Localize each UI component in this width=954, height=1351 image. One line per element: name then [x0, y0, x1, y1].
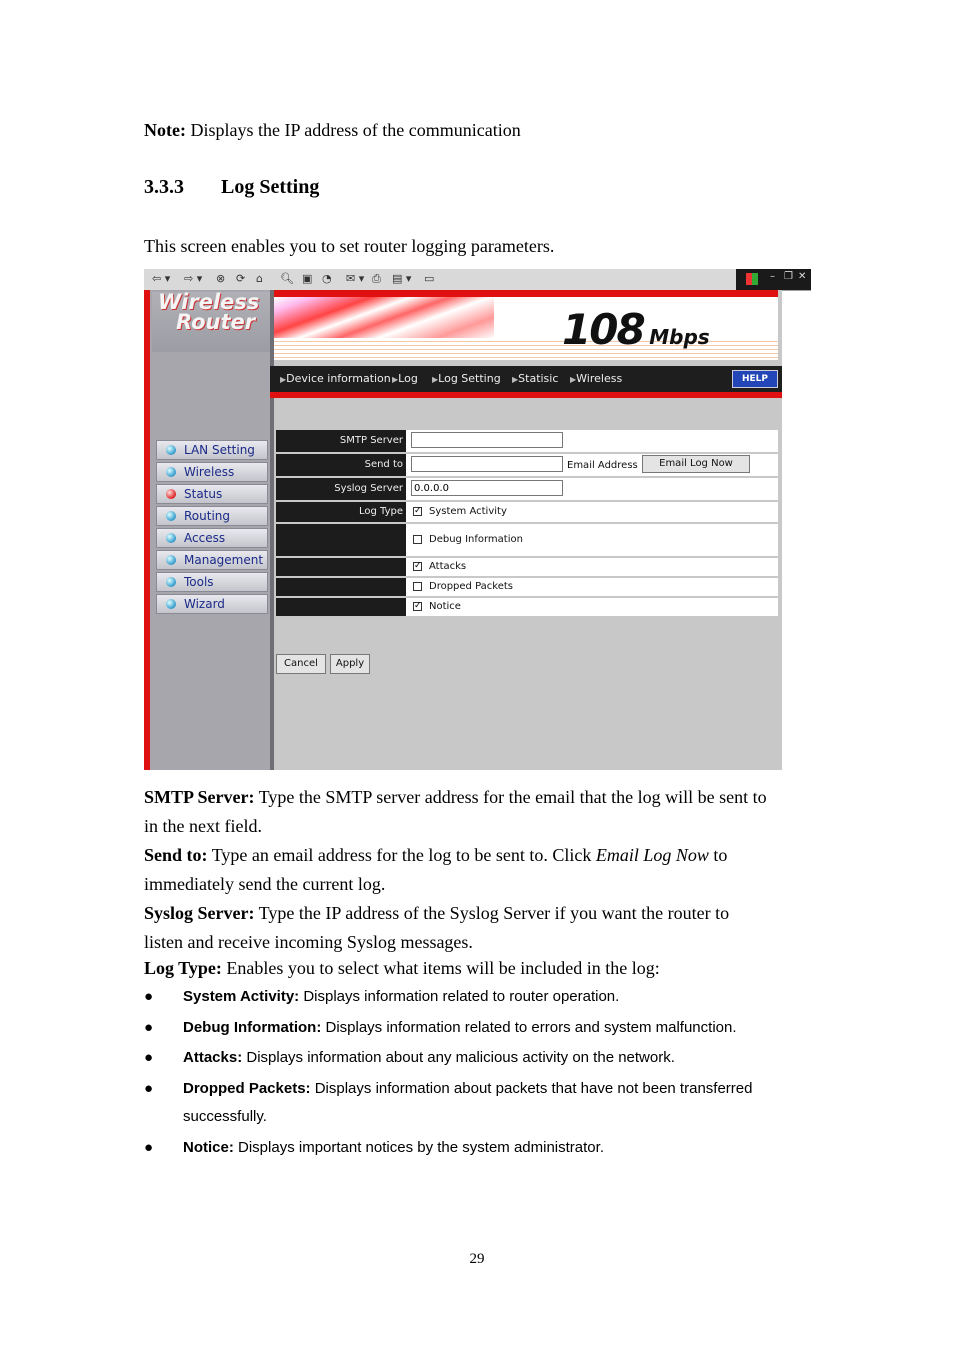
page-number: 29	[469, 1251, 485, 1267]
smtp-description	[144, 783, 814, 841]
bullet-icon	[166, 445, 176, 455]
nav-device-information[interactable]: ▶ Device information	[280, 372, 391, 385]
smtp-desc-label: SMTP Server:	[144, 787, 255, 807]
sendto-description	[144, 841, 814, 899]
logtype-description	[144, 957, 814, 979]
nav-accent-bar	[270, 392, 782, 398]
bullet-icon	[166, 599, 176, 609]
sidebar	[150, 290, 270, 770]
print-icon[interactable]: ⎙	[372, 272, 381, 285]
syslog-row	[276, 478, 778, 500]
window-controls	[736, 269, 811, 290]
sidebar-item-status[interactable]	[156, 484, 268, 504]
router-app	[144, 290, 782, 770]
send-to-input[interactable]	[411, 456, 563, 472]
sendto-desc-emph: Email Log Now	[595, 845, 709, 865]
note-label: Note:	[144, 120, 186, 140]
bullet-icon: ●	[144, 1019, 154, 1036]
refresh-icon[interactable]: ⟳	[236, 272, 246, 285]
sidebar-item-management[interactable]	[156, 550, 268, 570]
notice-checkbox[interactable]: ✓	[414, 601, 422, 611]
syslog-cell	[409, 478, 778, 500]
bullet-icon	[166, 511, 176, 521]
sidebar-menu	[156, 440, 268, 616]
syslog-label: Syslog Server	[276, 478, 406, 500]
nav-log[interactable]: ▶ Log	[392, 372, 418, 385]
logtype-row-debug-information	[276, 524, 778, 556]
logtype-label: Log Type	[276, 502, 406, 522]
bullet-icon	[166, 577, 176, 587]
edit-icon[interactable]: ▤ ▾	[392, 272, 412, 285]
logtype-row-attacks	[276, 558, 778, 576]
bullet-label: Dropped Packets:	[183, 1080, 311, 1097]
bullet-label: System Activity:	[183, 988, 300, 1005]
help-button[interactable]: HELP	[732, 370, 778, 388]
apply-button[interactable]: Apply	[330, 654, 370, 674]
dropped-packets-checkbox[interactable]	[413, 582, 422, 591]
forward-icon[interactable]: ⇨ ▾	[184, 272, 203, 285]
brand-line1: Wireless	[158, 290, 260, 314]
speed-unit: Mbps	[649, 325, 710, 349]
option-cell	[409, 578, 778, 596]
section-number: 3.3.3	[144, 176, 184, 198]
sidebar-item-label: Tools	[184, 575, 214, 589]
note-paragraph	[144, 119, 521, 141]
sidebar-item-routing[interactable]	[156, 506, 268, 526]
bullet-icon: ●	[144, 1049, 154, 1066]
notice-label: Notice	[429, 601, 461, 612]
banner	[274, 290, 778, 360]
banner-top-stripe	[274, 290, 778, 297]
option-cell	[409, 524, 778, 556]
brand-logo	[152, 292, 270, 352]
sidebar-item-access[interactable]	[156, 528, 268, 548]
sendto-desc-after: to	[708, 845, 728, 865]
bullet-body	[183, 1044, 813, 1072]
bullet-icon: ●	[144, 1080, 154, 1097]
nav-bar	[270, 366, 782, 392]
logtype-label-blank	[276, 524, 406, 556]
stop-icon[interactable]: ⊗	[216, 272, 226, 285]
email-log-now-button[interactable]: Email Log Now	[642, 455, 750, 473]
home-icon[interactable]: ⌂	[256, 272, 263, 285]
sidebar-item-label: Status	[184, 487, 223, 501]
bullet-label: Attacks:	[183, 1049, 243, 1066]
debug-information-label: Debug Information	[429, 534, 523, 545]
nav-statisic[interactable]: ▶ Statisic	[512, 372, 558, 385]
sidebar-item-wizard[interactable]	[156, 594, 268, 614]
sendto-row	[276, 454, 778, 476]
search-icon[interactable]: 🔍︎	[280, 272, 294, 285]
bullet-icon	[166, 489, 176, 499]
system-activity-checkbox[interactable]: ✓	[414, 506, 422, 516]
bullet-icon: ●	[144, 1139, 154, 1156]
sendto-desc-text: Type an email address for the log to be sent to. Click	[207, 845, 596, 865]
section-heading	[144, 176, 319, 199]
syslog-desc-text: Type the IP address of the Syslog Server if you want the router to	[254, 903, 730, 923]
logtype-row-system-activity	[276, 502, 778, 522]
logtype-desc-label: Log Type:	[144, 958, 222, 978]
bullet-icon: ●	[144, 988, 154, 1005]
syslog-desc-label: Syslog Server:	[144, 903, 255, 923]
logtype-row-notice	[276, 598, 778, 616]
bullet-body	[183, 1014, 813, 1042]
sidebar-item-lan-setting[interactable]	[156, 440, 268, 460]
option-cell	[409, 502, 778, 522]
close-icon[interactable]: ✕	[798, 271, 807, 282]
nav-log-setting[interactable]: ▶ Log Setting	[432, 372, 501, 385]
speed-value: 108	[562, 305, 644, 354]
sidebar-item-label: Routing	[184, 509, 231, 523]
bullet-label: Debug Information:	[183, 1019, 322, 1036]
sidebar-item-label: LAN Setting	[184, 443, 255, 457]
section-title: Log Setting	[221, 176, 320, 198]
dropped-packets-label: Dropped Packets	[429, 581, 514, 592]
smtp-server-input[interactable]	[411, 432, 563, 448]
logtype-label-blank	[276, 558, 406, 576]
cancel-button[interactable]: Cancel	[276, 654, 326, 674]
bullet-body	[183, 1075, 813, 1131]
nav-wireless[interactable]: ▶ Wireless	[570, 372, 622, 385]
option-cell	[409, 598, 778, 616]
sidebar-item-wireless[interactable]	[156, 462, 268, 482]
bullet-icon	[166, 467, 176, 477]
logtype-label-blank	[276, 598, 406, 616]
mail-icon[interactable]: ✉ ▾	[346, 272, 365, 285]
sidebar-item-label: Access	[184, 531, 226, 545]
sidebar-item-label: Wireless	[184, 465, 235, 479]
bullet-text: Displays important notices by the system administrator.	[233, 1139, 604, 1156]
syslog-server-input[interactable]	[411, 480, 563, 496]
minimize-icon[interactable]: –	[770, 271, 775, 282]
smtp-label: SMTP Server	[276, 430, 406, 452]
sidebar-item-label: Management	[184, 553, 264, 567]
smtp-row	[276, 430, 778, 452]
sendto-desc-label: Send to:	[144, 845, 208, 865]
bullet-icon	[166, 533, 176, 543]
back-icon[interactable]: ⇦ ▾	[152, 272, 171, 285]
smtp-desc-text: Type the SMTP server address for the email that the log will be sent to	[254, 787, 767, 807]
favorites-icon[interactable]: ▣	[302, 272, 313, 285]
brand-line2: Router	[176, 310, 256, 334]
sidebar-item-tools[interactable]	[156, 572, 268, 592]
attacks-label: Attacks	[429, 561, 467, 572]
sendto-label: Send to	[276, 454, 406, 476]
speed-logo	[562, 305, 710, 354]
sidebar-divider	[270, 290, 274, 770]
intro-paragraph: This screen enables you to set router logging parameters.	[144, 236, 555, 256]
router-screenshot	[144, 269, 811, 770]
debug-information-checkbox[interactable]	[413, 535, 422, 544]
discuss-icon[interactable]: ▭	[424, 272, 435, 285]
note-text: Displays the IP address of the communication	[185, 120, 521, 140]
logtype-row-dropped-packets	[276, 578, 778, 596]
bullet-body	[183, 1134, 813, 1162]
bullet-text: Displays information related to errors and system malfunction.	[321, 1019, 737, 1036]
bullet-icon	[166, 555, 176, 565]
bullet-text: Displays information about any malicious activity on the network.	[242, 1049, 675, 1066]
bullet-body	[183, 983, 813, 1011]
smtp-desc-text2: in the next field.	[144, 816, 262, 836]
bullet-text: Displays information related to router operation.	[299, 988, 620, 1005]
windows-logo-icon	[746, 273, 758, 285]
logtype-label-blank	[276, 578, 406, 596]
email-address-label: Email Address	[567, 460, 638, 471]
restore-icon[interactable]: ❐	[784, 271, 793, 282]
history-icon[interactable]: ◔	[322, 272, 332, 285]
sendto-cell	[409, 454, 778, 476]
bullet-text: Displays information about packets that have not been transferred successfully.	[183, 1080, 753, 1125]
sidebar-item-label: Wizard	[184, 597, 225, 611]
attacks-checkbox[interactable]: ✓	[414, 561, 422, 571]
browser-toolbar	[144, 269, 811, 291]
syslog-desc-text2: listen and receive incoming Syslog messages.	[144, 932, 473, 952]
syslog-description	[144, 899, 814, 957]
sendto-desc-text2: immediately send the current log.	[144, 874, 386, 894]
logtype-desc-text: Enables you to select what items will be included in the log:	[221, 958, 660, 978]
bullet-label: Notice:	[183, 1139, 234, 1156]
system-activity-label: System Activity	[429, 506, 507, 517]
option-cell	[409, 558, 778, 576]
smtp-cell	[409, 430, 778, 452]
